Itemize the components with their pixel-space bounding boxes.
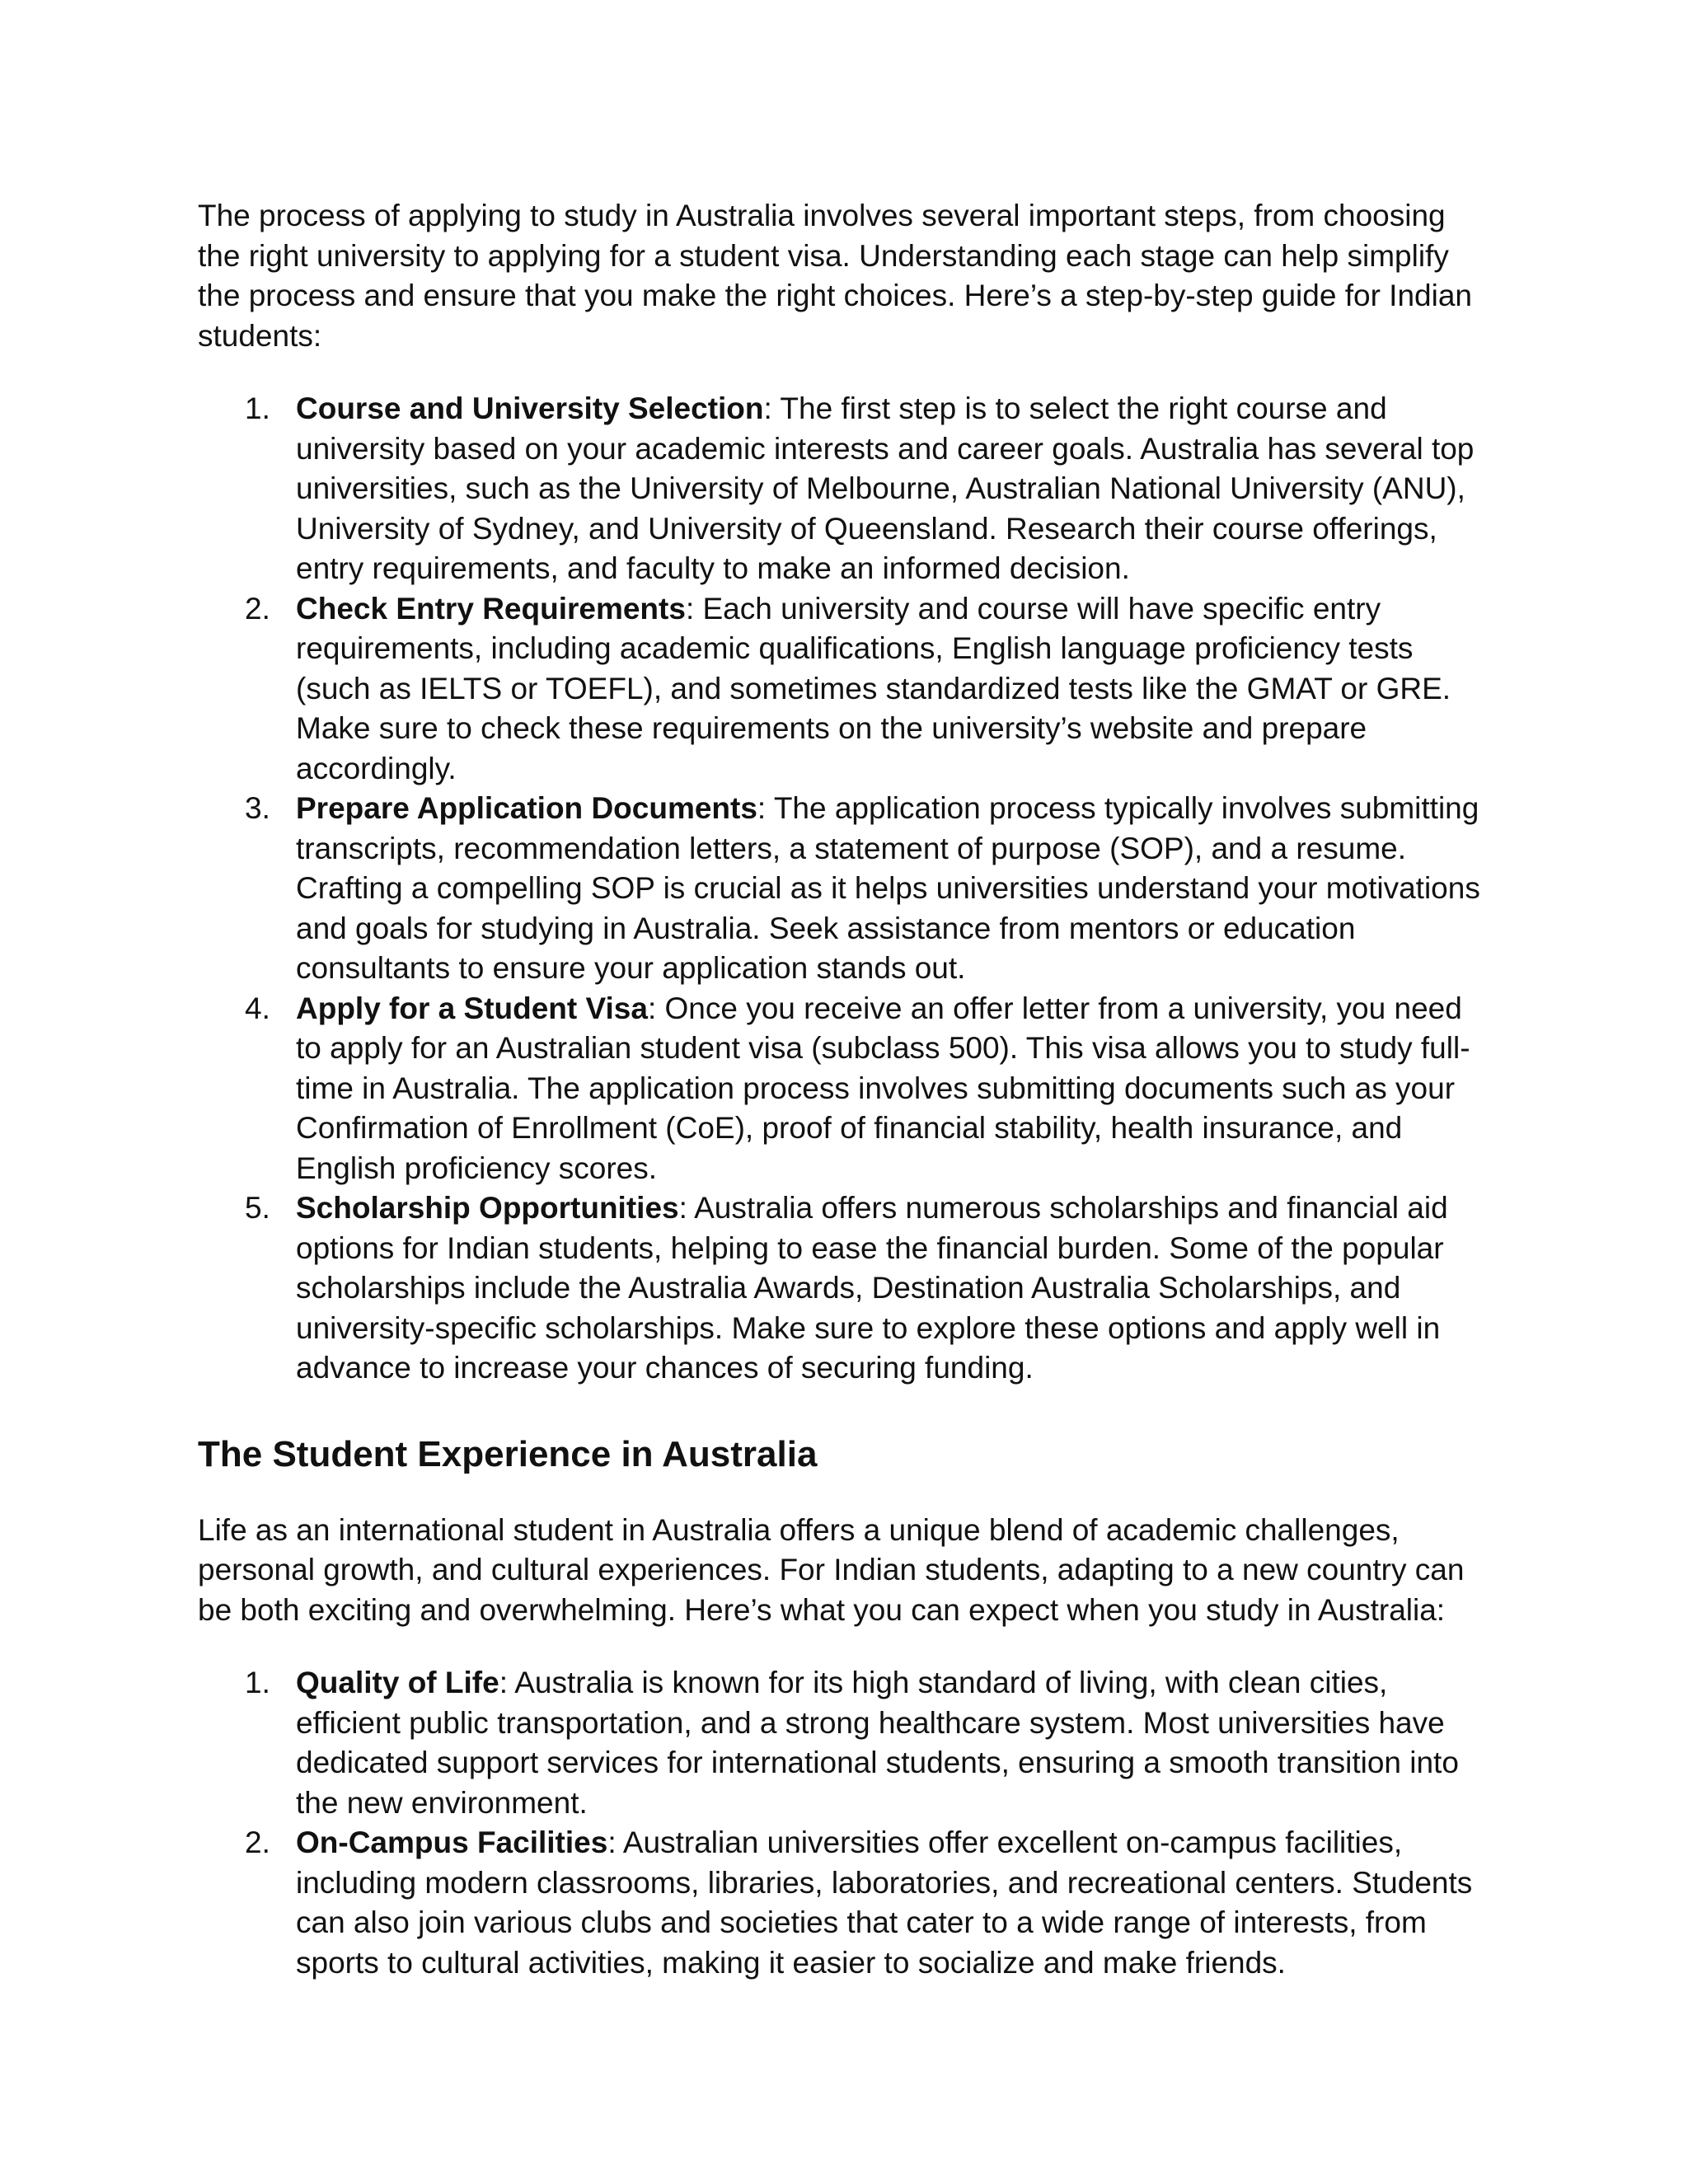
list-item-title: Quality of Life [296,1666,499,1699]
list-item-body: : Each university and course will have specific entry requirements, including academic qualifications, English language proficiency tests (such as IELTS or TOEFL), and sometimes standardized tests like the GMAT or GRE. Make sure to check these requirements on the university’s website and prepare accordingly. [296,591,1451,785]
section-heading: The Student Experience in Australia [198,1433,818,1474]
list-number: 3. [245,791,270,825]
list-item-body: : Australia offers numerous scholarships and financial aid options for Indian students, helping to ease the financial burden. Some of the popular scholarships include the Australia Awards, Destination Australia Scholarships, and university-specific scholarships. Make sure to explore these options and apply well in advance to increase your chances of securing funding. [296,1191,1448,1385]
list-item-title: Course and University Selection [296,391,764,425]
list-number: 2. [245,591,270,626]
list-item-title: Scholarship Opportunities [296,1191,679,1225]
list-item-title: Prepare Application Documents [296,791,757,825]
list-item-title: On-Campus Facilities [296,1825,608,1859]
list-item [245,989,1492,1189]
list-item-body: : Australia is known for its high standard of living, with clean cities, efficient public transportation, and a strong healthcare system. Most universities have dedicated support services for international students, ensuring a smooth transition into the new environment. [296,1666,1459,1820]
list-item-title: Check Entry Requirements [296,591,686,626]
list-number: 4. [245,991,270,1025]
list-number: 1. [245,391,270,425]
list-item [245,789,1492,989]
list-item [245,589,1492,790]
application-steps-list [198,389,1492,1389]
list-number: 1. [245,1666,270,1699]
list-item-body: : The first step is to select the right course and university based on your academic interests and career goals. Australia has several top universities, such as the University of Melbourne, Australian National University (ANU), University of Sydney, and University of Queensland. Research their course offerings, entry requirements, and faculty to make an informed decision. [296,391,1475,585]
list-item [245,1663,1492,1823]
list-item-body: : Australian universities offer excellent on-campus facilities, including modern classrooms, libraries, laboratories, and recreational centers. Students can also join various clubs and societies that cater to a wide range of interests, from sports to cultural activities, making it easier to socialize and make friends. [296,1825,1473,1980]
list-number: 5. [245,1191,270,1225]
intro-paragraph: The process of applying to study in Australia involves several important steps, from choosing the right university to applying for a student visa. Understanding each stage can help simplify the process and ensure that you make the right choices. Here’s a step-by-step guide for Indian students: [198,199,1472,353]
list-item [245,389,1492,589]
student-experience-list [198,1663,1492,1983]
document-page [198,196,1492,1983]
list-number: 2. [245,1825,270,1859]
list-item [245,1823,1492,1983]
list-item-title: Apply for a Student Visa [296,991,648,1025]
list-item-body: : The application process typically involves submitting transcripts, recommendation letters, a statement of purpose (SOP), and a resume. Crafting a compelling SOP is crucial as it helps universities understand your motivations and goals for studying in Australia. Seek assistance from mentors or education consultants to ensure your application stands out. [296,791,1480,985]
list-item [245,1188,1492,1389]
list-item-body: : Once you receive an offer letter from a university, you need to apply for an Australian student visa (subclass 500). This visa allows you to study full-time in Australia. The application process involves submitting documents such as your Confirmation of Enrollment (CoE), proof of financial stability, health insurance, and English proficiency scores. [296,991,1470,1185]
section-intro-paragraph: Life as an international student in Australia offers a unique blend of academic challenges, personal growth, and cultural experiences. For Indian students, adapting to a new country can be both exciting and overwhelming. Here’s what you can expect when you study in Australia: [198,1512,1465,1627]
